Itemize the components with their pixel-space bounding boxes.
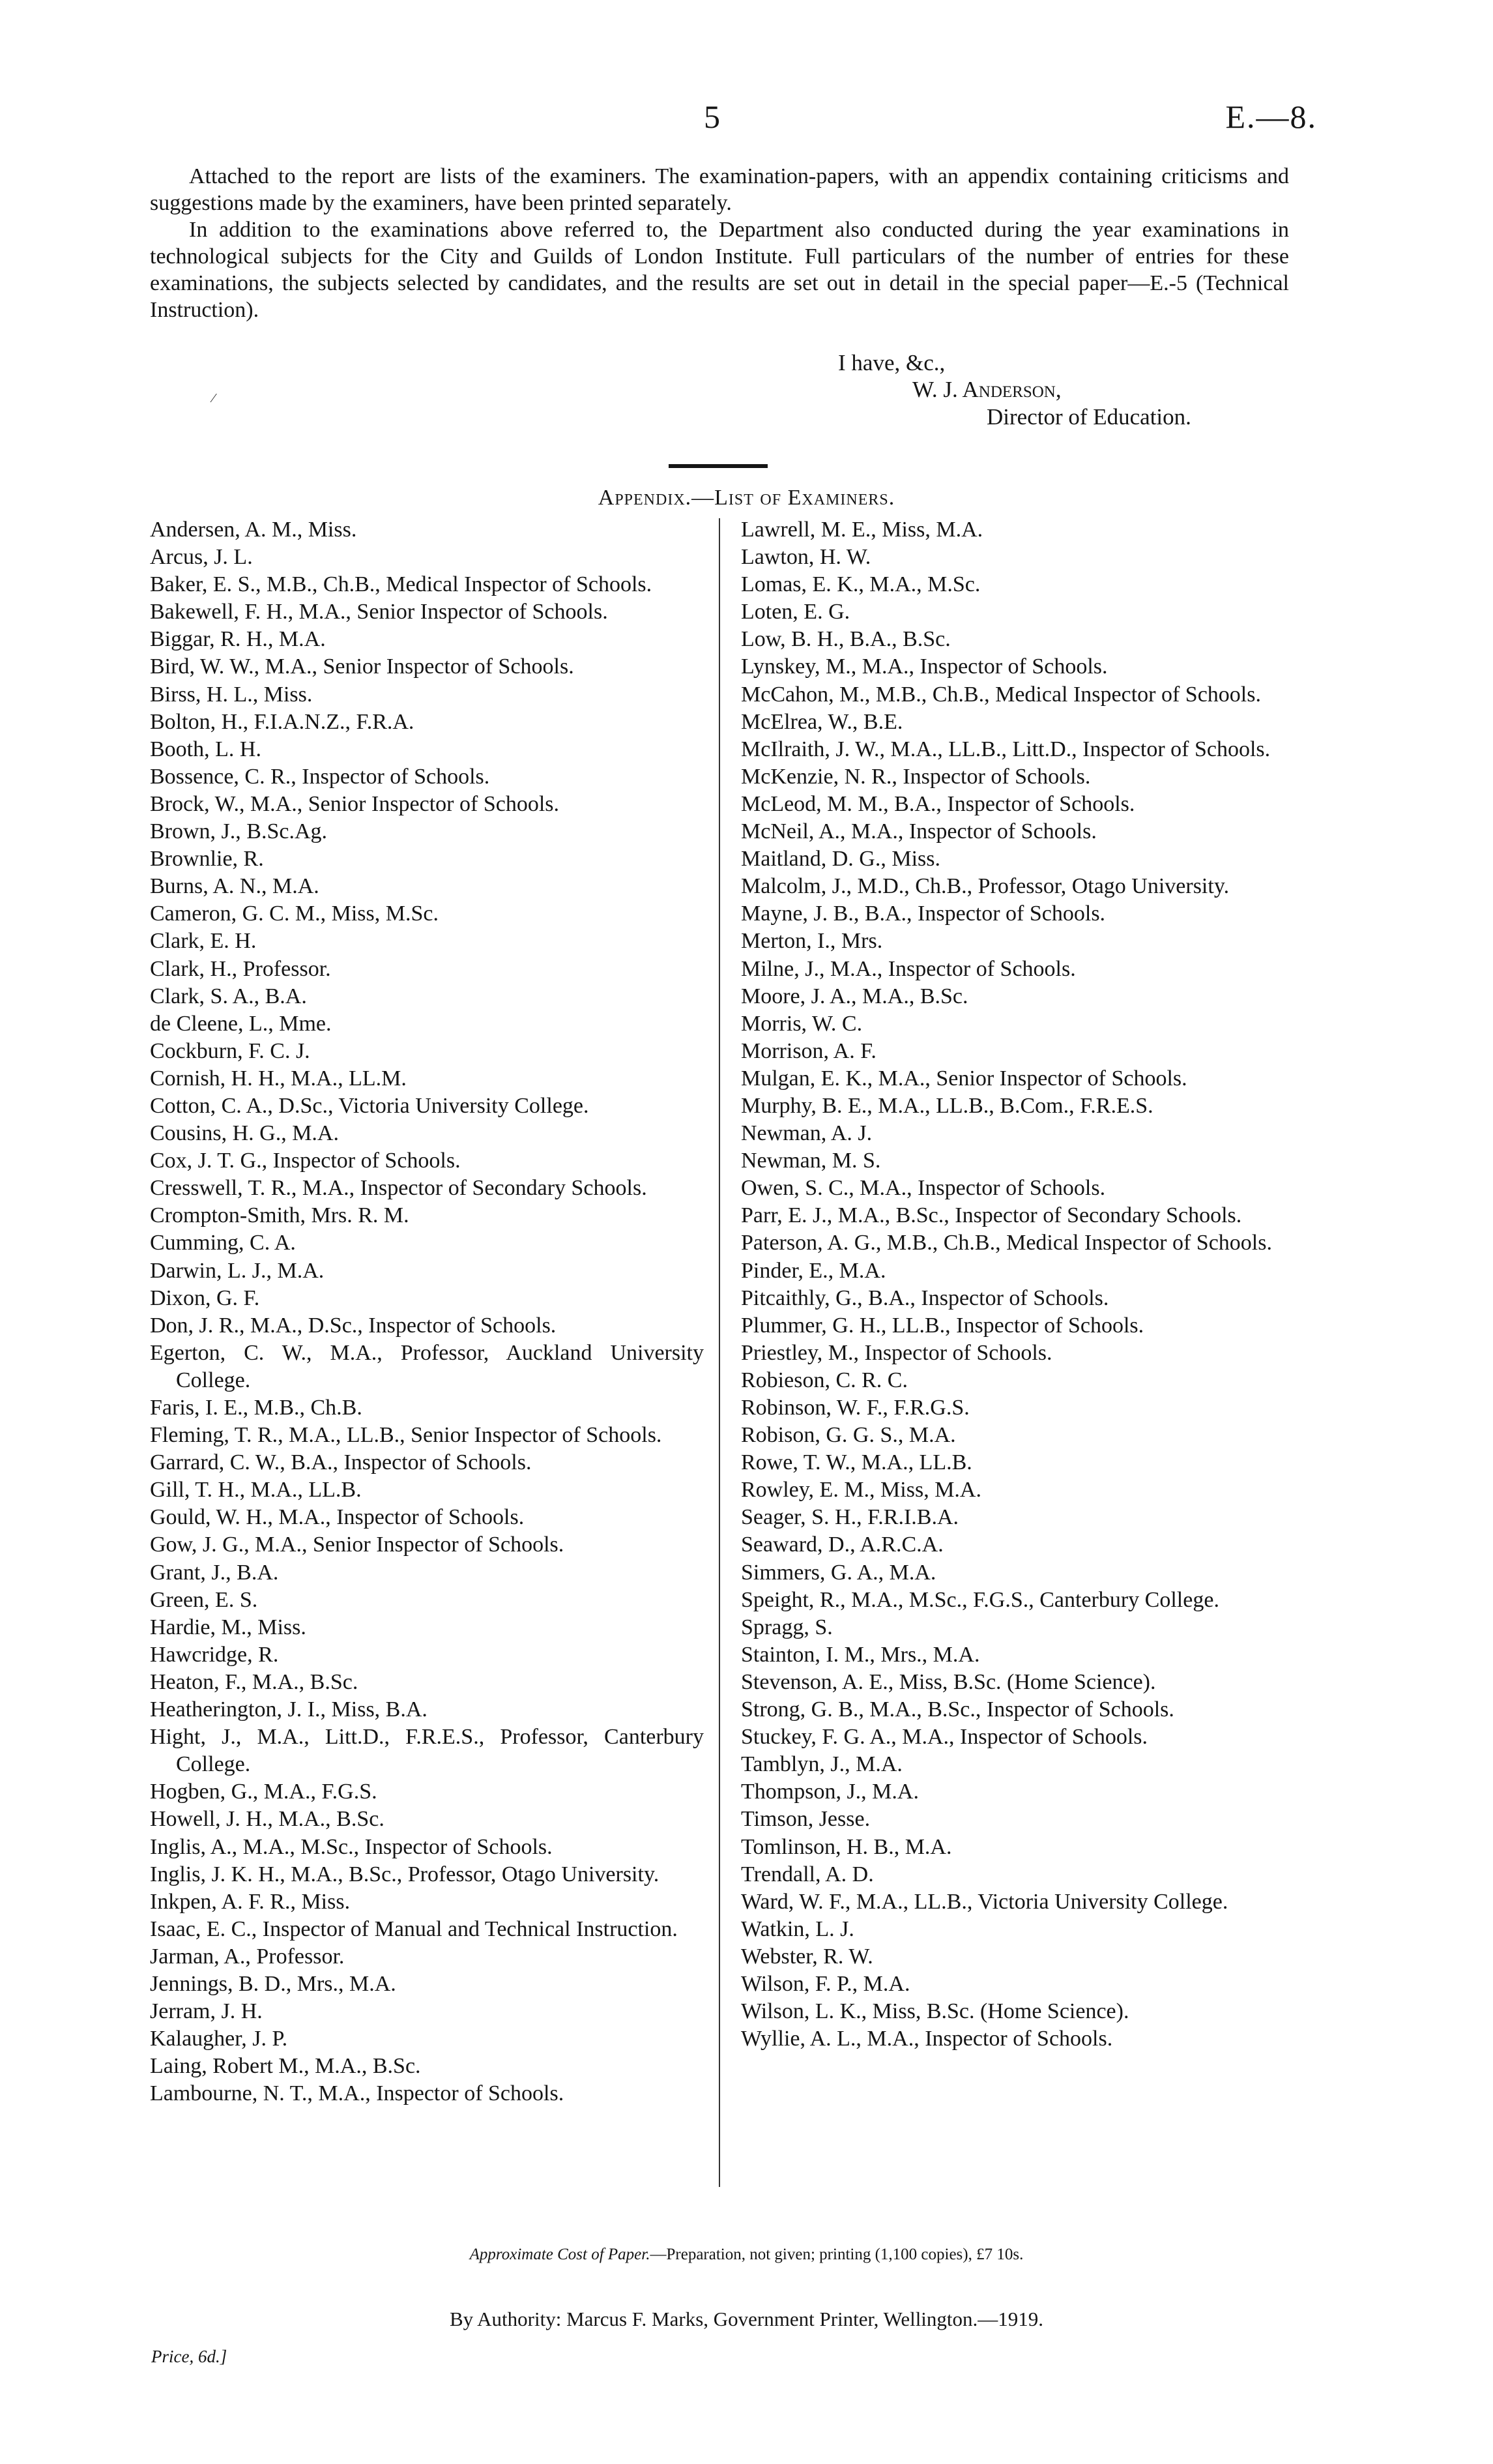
examiner-entry: Webster, R. W. (741, 1944, 873, 1969)
examiner-entry: Booth, L. H. (150, 737, 261, 761)
cost-text: —Preparation, not given; printing (1,100 copies), £7 10s. (650, 2246, 1024, 2263)
examiner-entry: Brown, J., B.Sc.Ag. (150, 819, 328, 844)
examiner-entry: Robinson, W. F., F.R.G.S. (741, 1396, 970, 1420)
examiner-entry: Dixon, G. F. (150, 1285, 260, 1310)
examiner-entry: McKenzie, N. R., Inspector of Schools. (741, 764, 1091, 789)
signer-name: W. J. Anderson, (912, 377, 1062, 402)
examiner-entry: Lawrell, M. E., Miss, M.A. (741, 518, 983, 542)
examiner-entry: Green, E. S. (150, 1587, 258, 1612)
examiner-entry: Morrison, A. F. (741, 1038, 877, 1063)
examiner-entry: Clark, S. A., B.A. (150, 984, 307, 1008)
examiner-entry: Hight, J., M.A., Litt.D., F.R.E.S., Professor, Canterbury College. (150, 1725, 704, 1777)
examiner-entry: Mayne, J. B., B.A., Inspector of Schools. (741, 902, 1106, 926)
examiner-entry: Jarman, A., Professor. (150, 1944, 345, 1969)
page-number: 5 (704, 98, 720, 135)
examiner-entry: Bossence, C. R., Inspector of Schools. (150, 764, 490, 789)
examiner-entry: Trendall, A. D. (741, 1862, 874, 1886)
examiner-entry: Priestley, M., Inspector of Schools. (741, 1340, 1052, 1365)
examiner-entry: Cameron, G. C. M., Miss, M.Sc. (150, 902, 439, 926)
examiner-entry: Wilson, F. P., M.A. (741, 1971, 910, 1996)
examiner-entry: Low, B. H., B.A., B.Sc. (741, 627, 951, 652)
body-paragraph-1 (150, 163, 1289, 216)
examiner-entry: Birss, H. L., Miss. (150, 682, 313, 707)
examiner-entry: Cotton, C. A., D.Sc., Victoria University College. (150, 1093, 589, 1118)
signature-closing: I have, &c., (838, 350, 946, 375)
examiner-entry: Plummer, G. H., LL.B., Inspector of Schools. (741, 1313, 1144, 1338)
examiner-entry: Rowley, E. M., Miss, M.A. (741, 1478, 981, 1503)
examiner-entry: Wyllie, A. L., M.A., Inspector of Schools. (741, 2027, 1113, 2051)
examiner-entry: Gow, J. G., M.A., Senior Inspector of Schools. (150, 1533, 564, 1557)
cost-label: Approximate Cost of Paper. (469, 2246, 650, 2263)
examiner-entry: Spragg, S. (741, 1615, 833, 1639)
examiner-entry: Laing, Robert M., M.A., B.Sc. (150, 2054, 421, 2079)
examiner-entry: Darwin, L. J., M.A. (150, 1258, 325, 1283)
examiner-entry: Cousins, H. G., M.A. (150, 1121, 339, 1146)
examiner-entry: Cockburn, F. C. J. (150, 1038, 310, 1063)
examiner-entry: Ward, W. F., M.A., LL.B., Victoria University College. (741, 1889, 1228, 1914)
examiner-entry: Strong, G. B., M.A., B.Sc., Inspector of Schools. (741, 1697, 1174, 1722)
examiner-entry: Burns, A. N., M.A. (150, 874, 319, 899)
examiner-entry: Wilson, L. K., Miss, B.Sc. (Home Science). (741, 1999, 1129, 2024)
examiner-entry: Moore, J. A., M.A., B.Sc. (741, 984, 968, 1008)
examiner-entry: Arcus, J. L. (150, 545, 253, 570)
examiner-entry: Inglis, J. K. H., M.A., B.Sc., Professor, Otago University. (150, 1862, 660, 1886)
examiner-entry: de Cleene, L., Mme. (150, 1011, 332, 1036)
column-divider (719, 518, 720, 2187)
examiner-entry: Don, J. R., M.A., D.Sc., Inspector of Schools. (150, 1313, 557, 1338)
examiner-entry: Lomas, E. K., M.A., M.Sc. (741, 572, 981, 597)
examiner-entry: Stainton, I. M., Mrs., M.A. (741, 1642, 980, 1667)
examiner-entry: Grant, J., B.A. (150, 1560, 279, 1585)
examiner-entry: Fleming, T. R., M.A., LL.B., Senior Inspector of Schools. (150, 1423, 662, 1448)
examiner-entry: Speight, R., M.A., M.Sc., F.G.S., Canterbury College. (741, 1587, 1219, 1612)
stray-mark: ⁄ (212, 391, 215, 405)
examiner-entry: Milne, J., M.A., Inspector of Schools. (741, 956, 1076, 981)
examiner-entry: Faris, I. E., M.B., Ch.B. (150, 1396, 362, 1420)
examiner-entry: Owen, S. C., M.A., Inspector of Schools. (741, 1176, 1106, 1201)
examiner-entry: Robieson, C. R. C. (741, 1368, 908, 1392)
examiner-entry: Watkin, L. J. (741, 1916, 854, 1941)
examiners-left-column (150, 516, 704, 2107)
examiner-entry: Baker, E. S., M.B., Ch.B., Medical Inspector of Schools. (150, 572, 652, 597)
examiner-entry: Howell, J. H., M.A., B.Sc. (150, 1807, 384, 1832)
examiner-entry: Stevenson, A. E., Miss, B.Sc. (Home Science). (741, 1669, 1156, 1694)
examiner-entry: Cumming, C. A. (150, 1231, 296, 1255)
examiner-entry: McNeil, A., M.A., Inspector of Schools. (741, 819, 1097, 844)
examiner-entry: Thompson, J., M.A. (741, 1780, 919, 1804)
report-code: E.—8. (1225, 98, 1317, 135)
examiner-entry: McIlraith, J. W., M.A., LL.B., Litt.D., Inspector of Schools. (741, 737, 1271, 761)
examiners-right-column (741, 516, 1287, 2053)
examiner-entry: Crompton-Smith, Mrs. R. M. (150, 1203, 409, 1228)
examiner-entry: Newman, A. J. (741, 1121, 873, 1146)
examiner-entry: Hawcridge, R. (150, 1642, 279, 1667)
examiner-entry: Heaton, F., M.A., B.Sc. (150, 1669, 358, 1694)
examiner-entry: Jerram, J. H. (150, 1999, 263, 2024)
examiner-entry: Newman, M. S. (741, 1149, 881, 1173)
examiner-entry: Bakewell, F. H., M.A., Senior Inspector of Schools. (150, 600, 608, 624)
body-paragraph-2 (150, 216, 1289, 323)
signer-title: Director of Education. (987, 404, 1191, 430)
examiner-entry: Pitcaithly, G., B.A., Inspector of Schools. (741, 1285, 1109, 1310)
examiner-entry: Mulgan, E. K., M.A., Senior Inspector of Schools. (741, 1066, 1187, 1091)
examiner-entry: Inkpen, A. F. R., Miss. (150, 1889, 351, 1914)
paragraph-1-text: Attached to the report are lists of the examiners. The examination-papers, with an appendix containing criticisms and suggestions made by the examiners, have been printed separately. (150, 164, 1289, 215)
examiner-entry: Kalaugher, J. P. (150, 2027, 288, 2051)
examiner-entry: Jennings, B. D., Mrs., M.A. (150, 1971, 396, 1996)
examiner-entry: Maitland, D. G., Miss. (741, 847, 940, 872)
examiner-entry: Malcolm, J., M.D., Ch.B., Professor, Otago University. (741, 874, 1230, 899)
examiner-entry: Murphy, B. E., M.A., LL.B., B.Com., F.R.E.S. (741, 1093, 1153, 1118)
examiner-entry: Inglis, A., M.A., M.Sc., Inspector of Schools. (150, 1834, 553, 1859)
examiner-entry: Bird, W. W., M.A., Senior Inspector of Schools. (150, 654, 574, 679)
examiner-entry: Isaac, E. C., Inspector of Manual and Technical Instruction. (150, 1916, 678, 1941)
examiner-entry: Seager, S. H., F.R.I.B.A. (741, 1505, 959, 1530)
examiner-entry: Bolton, H., F.I.A.N.Z., F.R.A. (150, 709, 414, 734)
examiner-entry: Robison, G. G. S., M.A. (741, 1423, 956, 1448)
appendix-heading: Appendix.—List of Examiners. (598, 486, 895, 510)
examiner-entry: Garrard, C. W., B.A., Inspector of Schools. (150, 1450, 532, 1475)
section-divider-rule (669, 464, 768, 468)
examiner-entry: Brock, W., M.A., Senior Inspector of Schools. (150, 791, 560, 816)
examiner-entry: Loten, E. G. (741, 600, 850, 624)
examiner-entry: Tomlinson, H. B., M.A. (741, 1834, 952, 1859)
examiner-entry: Rowe, T. W., M.A., LL.B. (741, 1450, 972, 1475)
examiner-entry: Hogben, G., M.A., F.G.S. (150, 1780, 377, 1804)
examiner-entry: Gould, W. H., M.A., Inspector of Schools. (150, 1505, 525, 1530)
examiner-entry: Paterson, A. G., M.B., Ch.B., Medical Inspector of Schools. (741, 1231, 1272, 1255)
printer-authority: By Authority: Marcus F. Marks, Government Printer, Wellington.—1919. (449, 2308, 1044, 2330)
examiner-entry: Timson, Jesse. (741, 1807, 871, 1832)
examiner-entry: Tamblyn, J., M.A. (741, 1752, 903, 1777)
examiner-entry: Pinder, E., M.A. (741, 1258, 886, 1283)
examiner-entry: Lambourne, N. T., M.A., Inspector of Schools. (150, 2081, 564, 2106)
examiner-entry: McElrea, W., B.E. (741, 709, 903, 734)
examiner-entry: Clark, H., Professor. (150, 956, 331, 981)
examiner-entry: Stuckey, F. G. A., M.A., Inspector of Schools. (741, 1725, 1148, 1750)
examiner-entry: Cornish, H. H., M.A., LL.M. (150, 1066, 407, 1091)
cost-note (0, 2246, 1493, 2264)
examiner-entry: Hardie, M., Miss. (150, 1615, 306, 1639)
examiner-entry: Parr, E. J., M.A., B.Sc., Inspector of Secondary Schools. (741, 1203, 1242, 1228)
examiner-entry: Morris, W. C. (741, 1011, 863, 1036)
examiner-entry: Lynskey, M., M.A., Inspector of Schools. (741, 654, 1108, 679)
examiner-entry: McLeod, M. M., B.A., Inspector of Schools. (741, 791, 1135, 816)
examiner-entry: Cresswell, T. R., M.A., Inspector of Secondary Schools. (150, 1176, 647, 1201)
price-note: Price, 6d.] (151, 2347, 227, 2366)
examiner-entry: Simmers, G. A., M.A. (741, 1560, 936, 1585)
examiner-entry: Clark, E. H. (150, 929, 257, 954)
examiner-entry: Cox, J. T. G., Inspector of Schools. (150, 1149, 461, 1173)
paragraph-2-text: In addition to the examinations above referred to, the Department also conducted during the year examinations in technological subjects for the City and Guilds of London Institute. Full particulars of the number of entries for these examinations, the subjects selected by candidates, and the results are set out in detail in the special paper—E.-5 (Technical Instruction). (150, 218, 1289, 322)
examiner-entry: Merton, I., Mrs. (741, 929, 883, 954)
examiner-entry: Biggar, R. H., M.A. (150, 627, 326, 652)
examiner-entry: McCahon, M., M.B., Ch.B., Medical Inspector of Schools. (741, 682, 1261, 707)
examiner-entry: Egerton, C. W., M.A., Professor, Auckland University College. (150, 1340, 704, 1392)
examiner-entry: Gill, T. H., M.A., LL.B. (150, 1478, 362, 1503)
examiner-entry: Brownlie, R. (150, 847, 264, 872)
examiner-entry: Heatherington, J. I., Miss, B.A. (150, 1697, 428, 1722)
examiner-entry: Lawton, H. W. (741, 545, 871, 570)
examiner-entry: Seaward, D., A.R.C.A. (741, 1533, 944, 1557)
examiner-entry: Andersen, A. M., Miss. (150, 518, 357, 542)
